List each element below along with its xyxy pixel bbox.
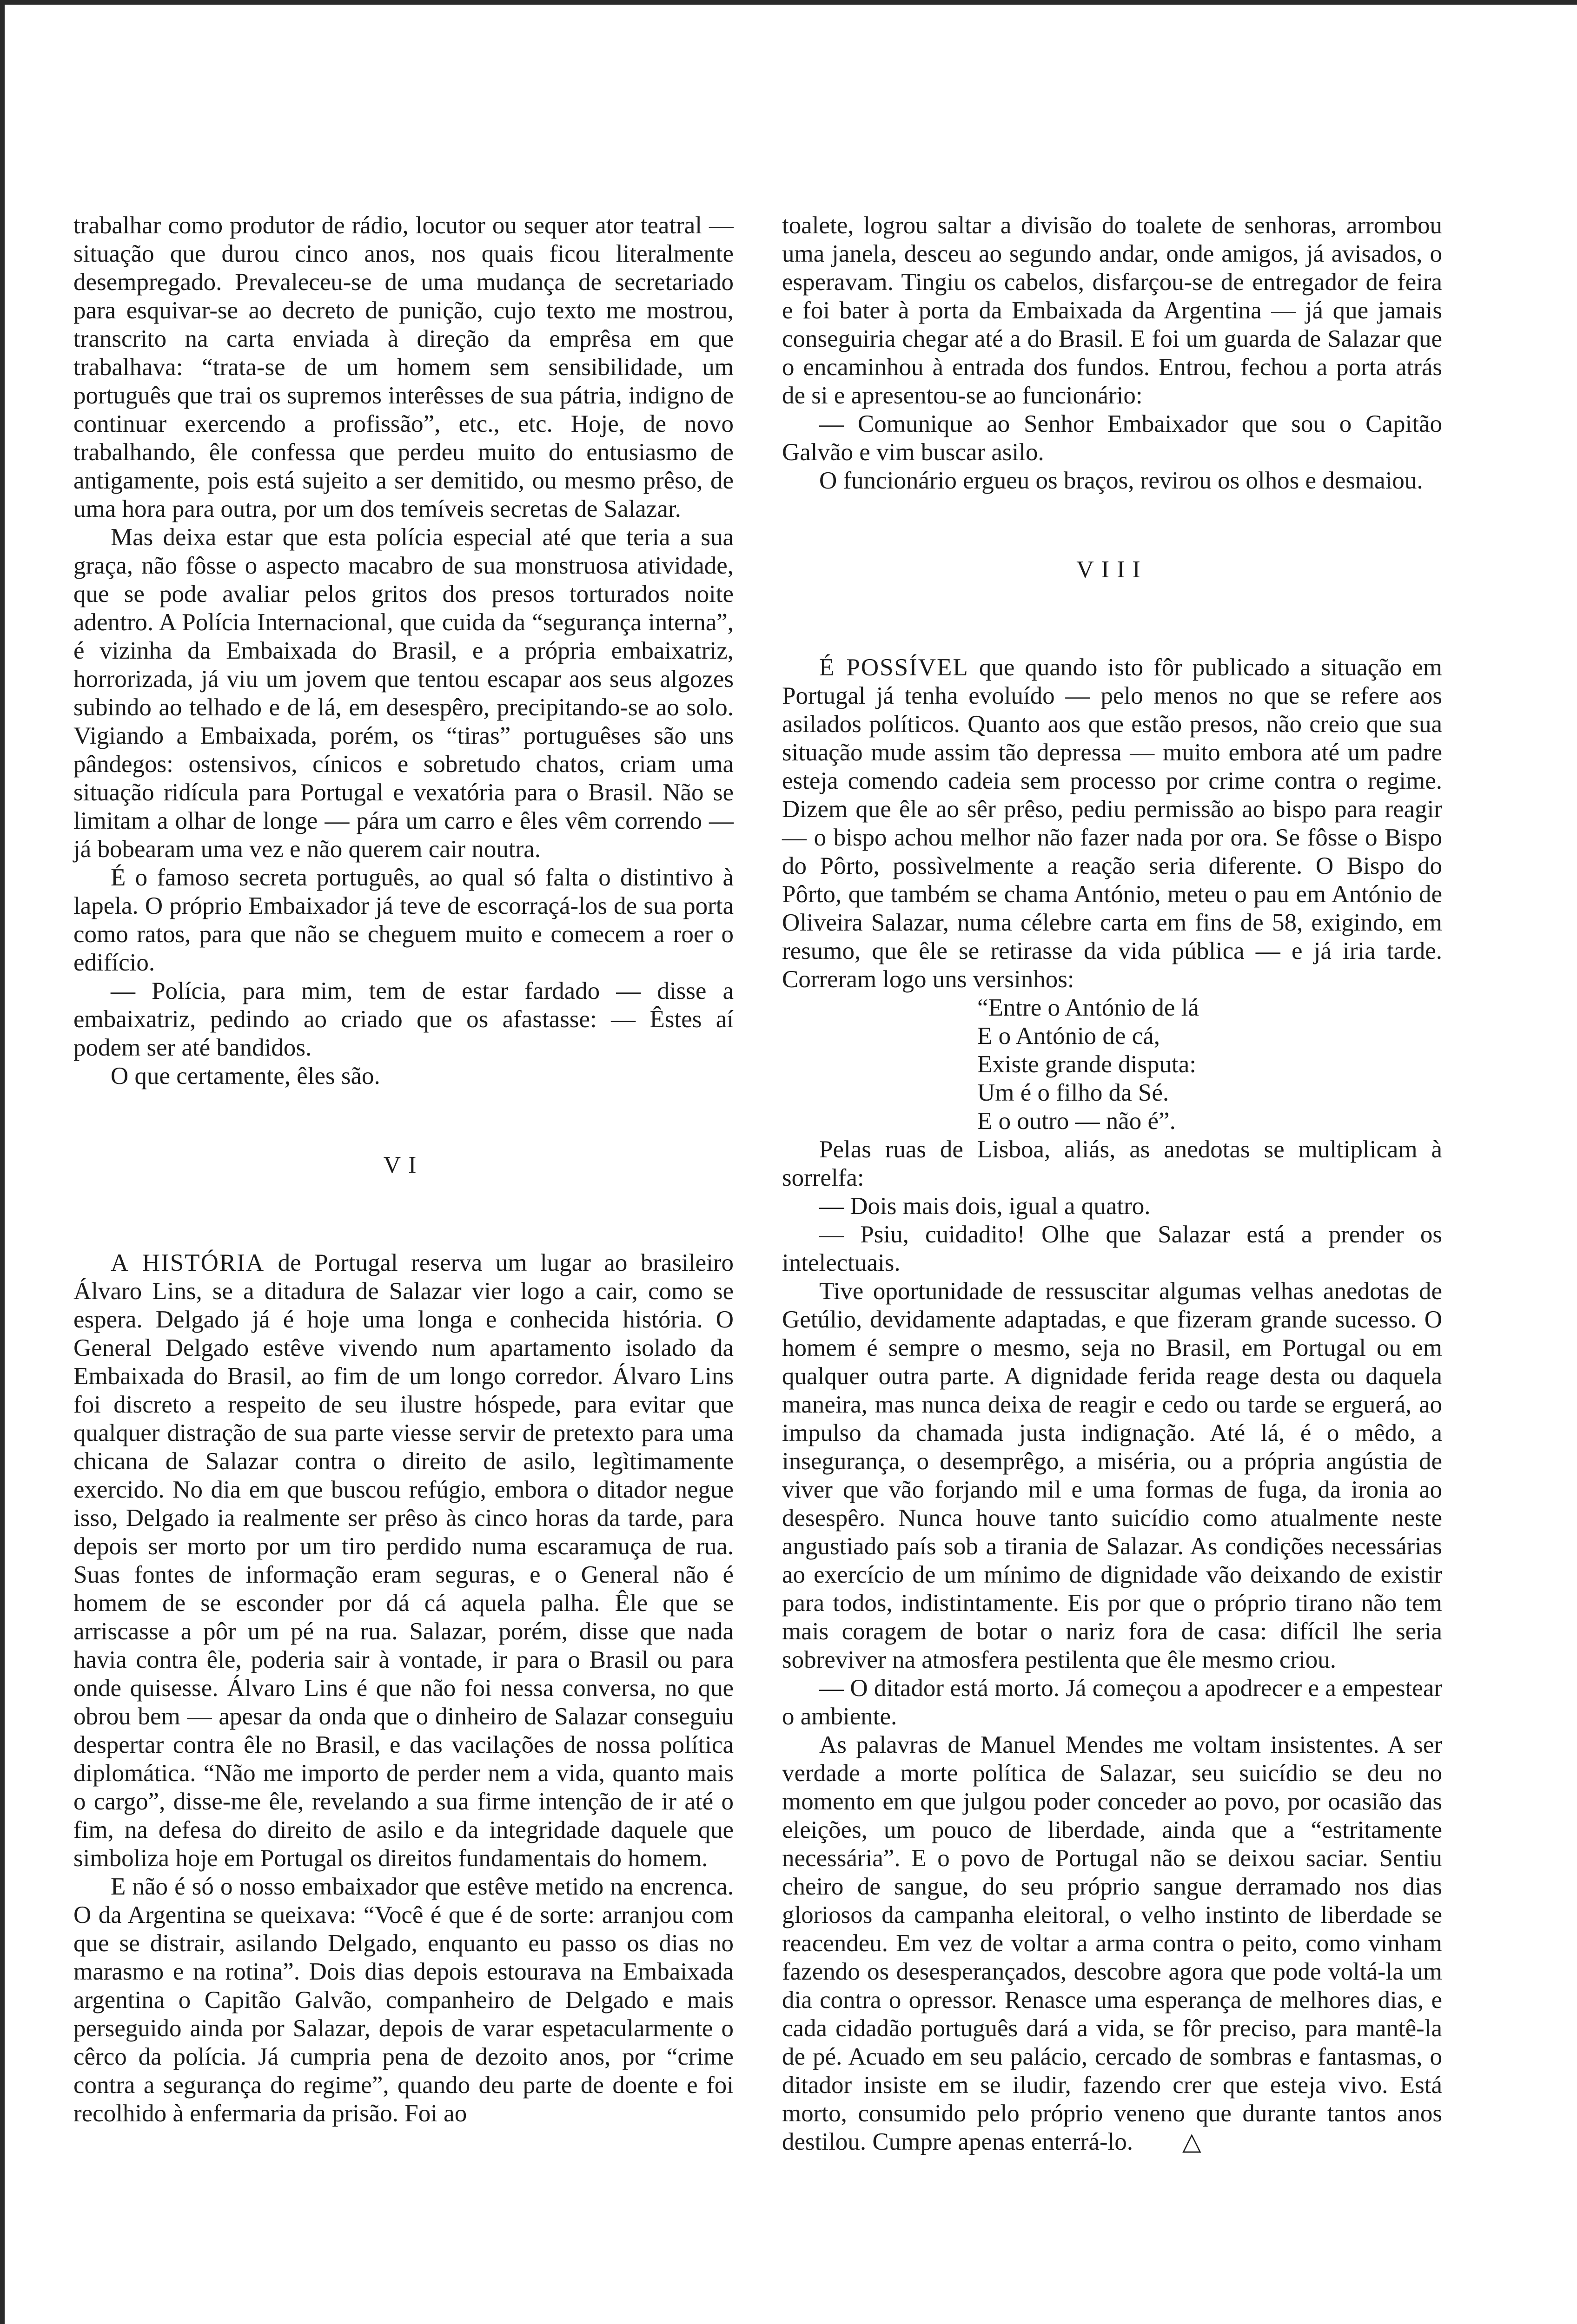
- left-column: [73, 211, 734, 2128]
- paragraph: [782, 1731, 1442, 2156]
- paragraph-text: que quando isto fôr publicado a situação em Portugal já tenha evoluído — pelo menos no que se refere aos asilados políticos. Quanto aos que estão presos, não creio que sua situação mude assim tão depressa — muito embora até um padre esteja comendo cadeia sem processo por crime contra o regime. Dizem que êle ao sêr prêso, pediu permissão ao bispo para reagir — o bispo achou melhor não fazer nada por ora. Se fôsse o Bispo do Pôrto, possìvelmente a reação seria diferente. O Bispo do Pôrto, que também se chama António, meteu o pau em António de Oliveira Salazar, numa célebre carta em fins de 58, exigindo, em resumo, que êle se retirasse da vida pública — e já iria tarde. Correram logo uns versinhos:: [782, 654, 1442, 993]
- paragraph: — Psiu, cuidadito! Olhe que Salazar está a prender os intelectuais.: [782, 1221, 1442, 1276]
- paragraph: O que certamente, êles são.: [111, 1063, 380, 1089]
- paragraph: — Dois mais dois, igual a quatro.: [819, 1193, 1151, 1220]
- scan-left-edge: [0, 0, 5, 2324]
- verse-line: Existe grande disputa:: [977, 1051, 1196, 1078]
- paragraph-text: As palavras de Manuel Mendes me voltam insistentes. A ser verdade a morte política de Salazar, seu suicídio se deu no momento em que julgou poder conceder ao povo, por ocasião das eleições, um pouco de liberdade, ainda que a “estritamente necessária”. E o povo de Portugal não se deixou saciar. Sentiu cheiro de sangue, do seu próprio sangue derramado nos dias gloriosos da campanha eleitoral, o velho instinto de liberdade se reacendeu. Em vez de voltar a arma contra o peito, como vinham fazendo os desesperançados, descobre agora que pode voltá-la um dia contra o opressor. Renasce uma esperança de melhores dias, e cada cidadão português dará a vida, se fôr preciso, para mantê-la de pé. Acuado em seu palácio, cercado de sombras e fantasmas, o ditador insiste em se iludir, fazendo crer que esteja vivo. Está morto, consumido pelo próprio veneno que durante tantos anos destilou. Cumpre apenas enterrá-lo.: [782, 1731, 1442, 2155]
- section-heading-vi: VI: [383, 1152, 424, 1178]
- paragraph-lead: É POSSÍVEL: [819, 654, 969, 681]
- paragraph: [782, 654, 1442, 994]
- paragraph: — Polícia, para mim, tem de estar fardado — disse a embaixatriz, pedindo ao criado que os afastasse: — Êstes aí podem ser até bandidos.: [73, 977, 734, 1061]
- paragraph: — Comunique ao Senhor Embaixador que sou o Capitão Galvão e vim buscar asilo.: [782, 410, 1442, 466]
- paragraph: toalete, logrou saltar a divisão do toalete de senhoras, arrombou uma janela, desceu ao segundo andar, onde amigos, já avisados, o esperavam. Tingiu os cabelos, disfarçou-se de entregador de feira e foi bater à porta da Embaixada da Argentina — já que jamais conseguiria chegar até a do Brasil. E foi um guarda de Salazar que o encaminhou à entrada dos fundos. Entrou, fechou a porta atrás de si e apresentou-se ao funcionário:: [782, 212, 1442, 409]
- paragraph: [73, 1249, 734, 1873]
- paragraph: trabalhar como produtor de rádio, locutor ou sequer ator teatral — situação que durou cinco anos, nos quais ficou literalmente desempregado. Prevaleceu-se de uma mudança de secretariado para esquivar-se ao decreto de punição, cujo texto me mostrou, transcrito na carta enviada à direção da emprêsa em que trabalhava: “trata-se de um homem sem sensibilidade, um português que trai os supremos interêsses de sua pátria, indigno de continuar exercendo a profissão”, etc., etc. Hoje, de novo trabalhando, êle confessa que perdeu muito do entusiasmo de antigamente, pois está sujeito a ser demitido, ou mesmo prêso, de uma hora para outra, por um dos temíveis secretas de Salazar.: [73, 212, 734, 522]
- paragraph: O funcionário ergueu os braços, revirou os olhos e desmaiou.: [819, 467, 1423, 494]
- paragraph: Tive oportunidade de ressuscitar algumas velhas anedotas de Getúlio, devidamente adaptadas, e que fizeram grande sucesso. O homem é sempre o mesmo, seja no Brasil, em Portugal ou em qualquer outra parte. A dignidade ferida reage desta ou daquela maneira, mas nunca deixa de reagir e cedo ou tarde se erguerá, ao impulso da chamada justa indignação. Até lá, é o mêdo, a insegurança, o desemprêgo, a miséria, ou a própria angústia de viver que vão forjando mil e uma formas de fuga, da ironia ao desespêro. Nunca houve tanto suicídio como atualmente neste angustiado país sob a tirania de Salazar. As condições necessárias ao exercício de um mínimo de dignidade vão deixando de existir para todos, indistintamente. Eis por que o próprio tirano não tem mais coragem de botar o nariz fora de casa: difícil lhe seria sobreviver na atmosfera pestilenta que êle mesmo criou.: [782, 1278, 1442, 1673]
- paragraph: — O ditador está morto. Já começou a apodrecer e a empestear o ambiente.: [782, 1675, 1442, 1730]
- paragraph: É o famoso secreta português, ao qual só falta o distintivo à lapela. O próprio Embaixador já teve de escorraçá-los de sua porta como ratos, para que não se cheguem muito e comecem a roer o edifício.: [73, 864, 734, 976]
- paragraph-text: de Portugal reserva um lugar ao brasileiro Álvaro Lins, se a ditadura de Salazar vier logo a cair, como se espera. Delgado já é hoje uma longa e conhecida história. O General Delgado estêve vivendo num apartamento isolado da Embaixada do Brasil, ao fim de um longo corredor. Álvaro Lins foi discreto a respeito de seu ilustre hóspede, para evitar que qualquer distração de sua parte viesse servir de pretexto para uma chicana de Salazar contra o direito de asilo, legìtimamente exercido. No dia em que buscou refúgio, embora o ditador negue isso, Delgado ia realmente ser prêso às cinco horas da tarde, para depois ser morto por um tiro perdido numa escaramuça de rua. Suas fontes de informação eram seguras, e o General não é homem de se esconder por dá cá aquela palha. Êle que se arriscasse a pôr um pé na rua. Salazar, porém, disse que nada havia contra êle, poderia sair à vontade, ir para o Brasil ou para onde quisesse. Álvaro Lins é que não foi nessa conversa, no que obrou bem — apesar da onda que o dinheiro de Salazar conseguiu despertar contra êle no Brasil, e das vacilações de nossa política diplomática. “Não me importo de perder nem a vida, quanto mais o cargo”, disse-me êle, revelando a sua firme intenção de ir até o fim, na defesa do direito de asilo e da integridade daquele que simboliza hoje em Portugal os direitos fundamentais do homem.: [73, 1249, 734, 1872]
- paragraph: Mas deixa estar que esta polícia especial até que teria a sua graça, não fôsse o aspecto macabro de sua monstruosa atividade, que se pode avaliar pelos gritos dos presos torturados noite adentro. A Polícia Internacional, que cuida da “segurança interna”, é vizinha da Embaixada do Brasil, e a própria embaixatriz, horrorizada, já viu um jovem que tentou escapar aos seus algozes subindo ao telhado e de lá, em desespêro, precipitando-se ao solo. Vigiando a Embaixada, porém, os “tiras” portuguêses são uns pândegos: ostensivos, cínicos e sobretudo chatos, criam uma situação ridícula para Portugal e vexatória para o Brasil. Não se limitam a olhar de longe — pára um carro e êles vêm correndo — já bobearam uma vez e não querem cair noutra.: [73, 524, 734, 863]
- verse-line: E o António de cá,: [977, 1023, 1160, 1050]
- scan-top-edge: [0, 0, 1577, 5]
- verse-line: Um é o filho da Sé.: [977, 1079, 1169, 1106]
- end-mark-icon: △: [1182, 2128, 1201, 2155]
- paragraph-lead: A HISTÓRIA: [111, 1249, 265, 1276]
- verse-line: “Entre o António de lá: [977, 994, 1199, 1021]
- paragraph: Pelas ruas de Lisboa, aliás, as anedotas se multiplicam à sorrelfa:: [782, 1136, 1442, 1191]
- section-heading-viii: VIII: [1076, 556, 1148, 583]
- verse-line: E o outro — não é”.: [977, 1108, 1176, 1135]
- paragraph: E não é só o nosso embaixador que estêve metido na encrenca. O da Argentina se queixava: “Você é que é de sorte: arranjou com que se distrair, asilando Delgado, enquanto eu passo os dias no marasmo e na rotina”. Dois dias depois estourava na Embaixada argentina o Capitão Galvão, companheiro de Delgado e mais perseguido ainda por Salazar, depois de varar espetacularmente o cêrco da polícia. Já cumpria pena de dezoito anos, por “crime contra a segurança do regime”, quando deu parte de doente e foi recolhido à enfermaria da prisão. Foi ao: [73, 1873, 734, 2127]
- right-column: [782, 211, 1442, 2156]
